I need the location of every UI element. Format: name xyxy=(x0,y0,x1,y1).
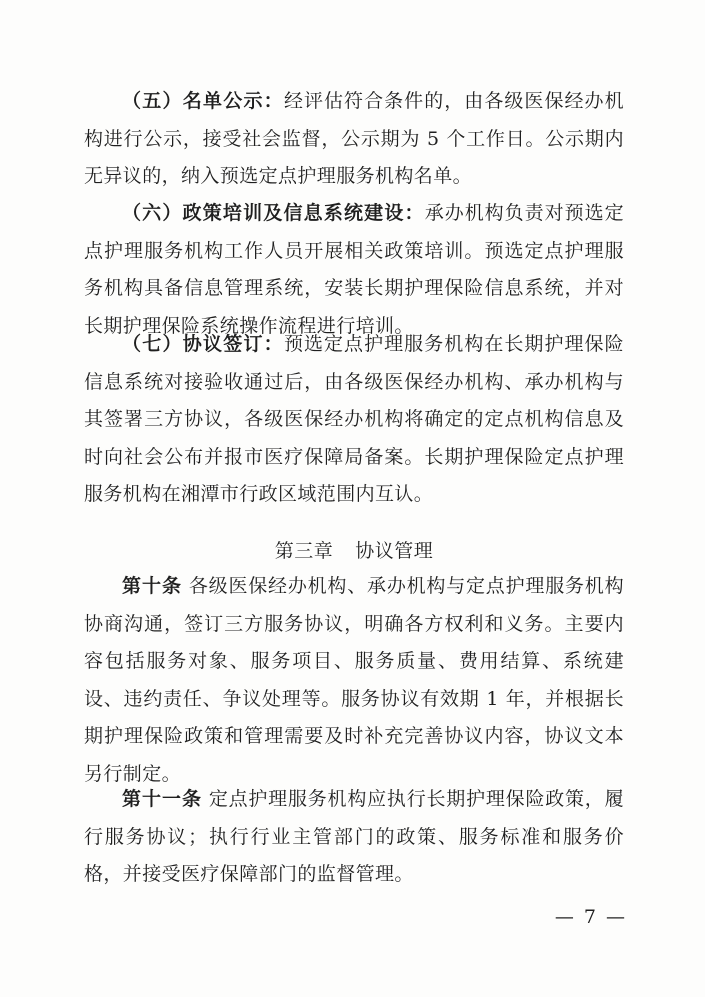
article-heading: 第十条 xyxy=(122,575,182,597)
article-text: 定点护理服务机构应执行长期护理保险政策，履行服务协议；执行行业主管部门的政策、服务标准和服务价格，并接受医疗保障部门的监督管理。 xyxy=(84,788,625,885)
paragraph-heading: （七）协议签订： xyxy=(122,333,284,355)
paragraph-roster-publicity xyxy=(84,83,624,196)
article-eleven xyxy=(84,781,624,894)
paragraph-heading: （六）政策培训及信息系统建设： xyxy=(122,202,425,224)
paragraph-heading: （五）名单公示： xyxy=(122,90,284,112)
paragraph-text: 预选定点护理服务机构在长期护理保险信息系统对接验收通过后，由各级医保经办机构、承办机构与其签署三方协议，各级医保经办机构将确定的定点机构信息及时向社会公布并报市医疗保障局备案。长期护理保险定点护理服务机构在湘潭市行政区域范围内互认。 xyxy=(84,333,624,505)
article-ten xyxy=(84,568,624,793)
chapter-number: 第三章 xyxy=(274,540,334,562)
article-heading: 第十一条 xyxy=(122,788,202,810)
chapter-heading xyxy=(84,533,624,571)
paragraph-agreement-signing xyxy=(84,326,624,514)
paragraph-text: 经评估符合条件的，由各级医保经办机构进行公示，接受社会监督，公示期为 5 个工作日。公示期内无异议的，纳入预选定点护理服务机构名单。 xyxy=(84,90,624,187)
article-text: 各级医保经办机构、承办机构与定点护理服务机构协商沟通，签订三方服务协议，明确各方权利和义务。主要内容包括服务对象、服务项目、服务质量、费用结算、系统建设、违约责任、争议处理等。服务协议有效期 1 年，并根据长期护理保险政策和管理需要及时补充完善协议内容，协议文本另行制定。 xyxy=(84,575,624,785)
paragraph-text: 承办机构负责对预选定点护理服务机构工作人员开展相关政策培训。预选定点护理服务机构具备信息管理系统，安装长期护理保险信息系统，并对长期护理保险系统操作流程进行培训。 xyxy=(84,202,624,337)
paragraph-training-and-systems xyxy=(84,195,624,345)
page-number: — 7 — xyxy=(554,906,627,928)
chapter-title: 协议管理 xyxy=(355,540,434,562)
